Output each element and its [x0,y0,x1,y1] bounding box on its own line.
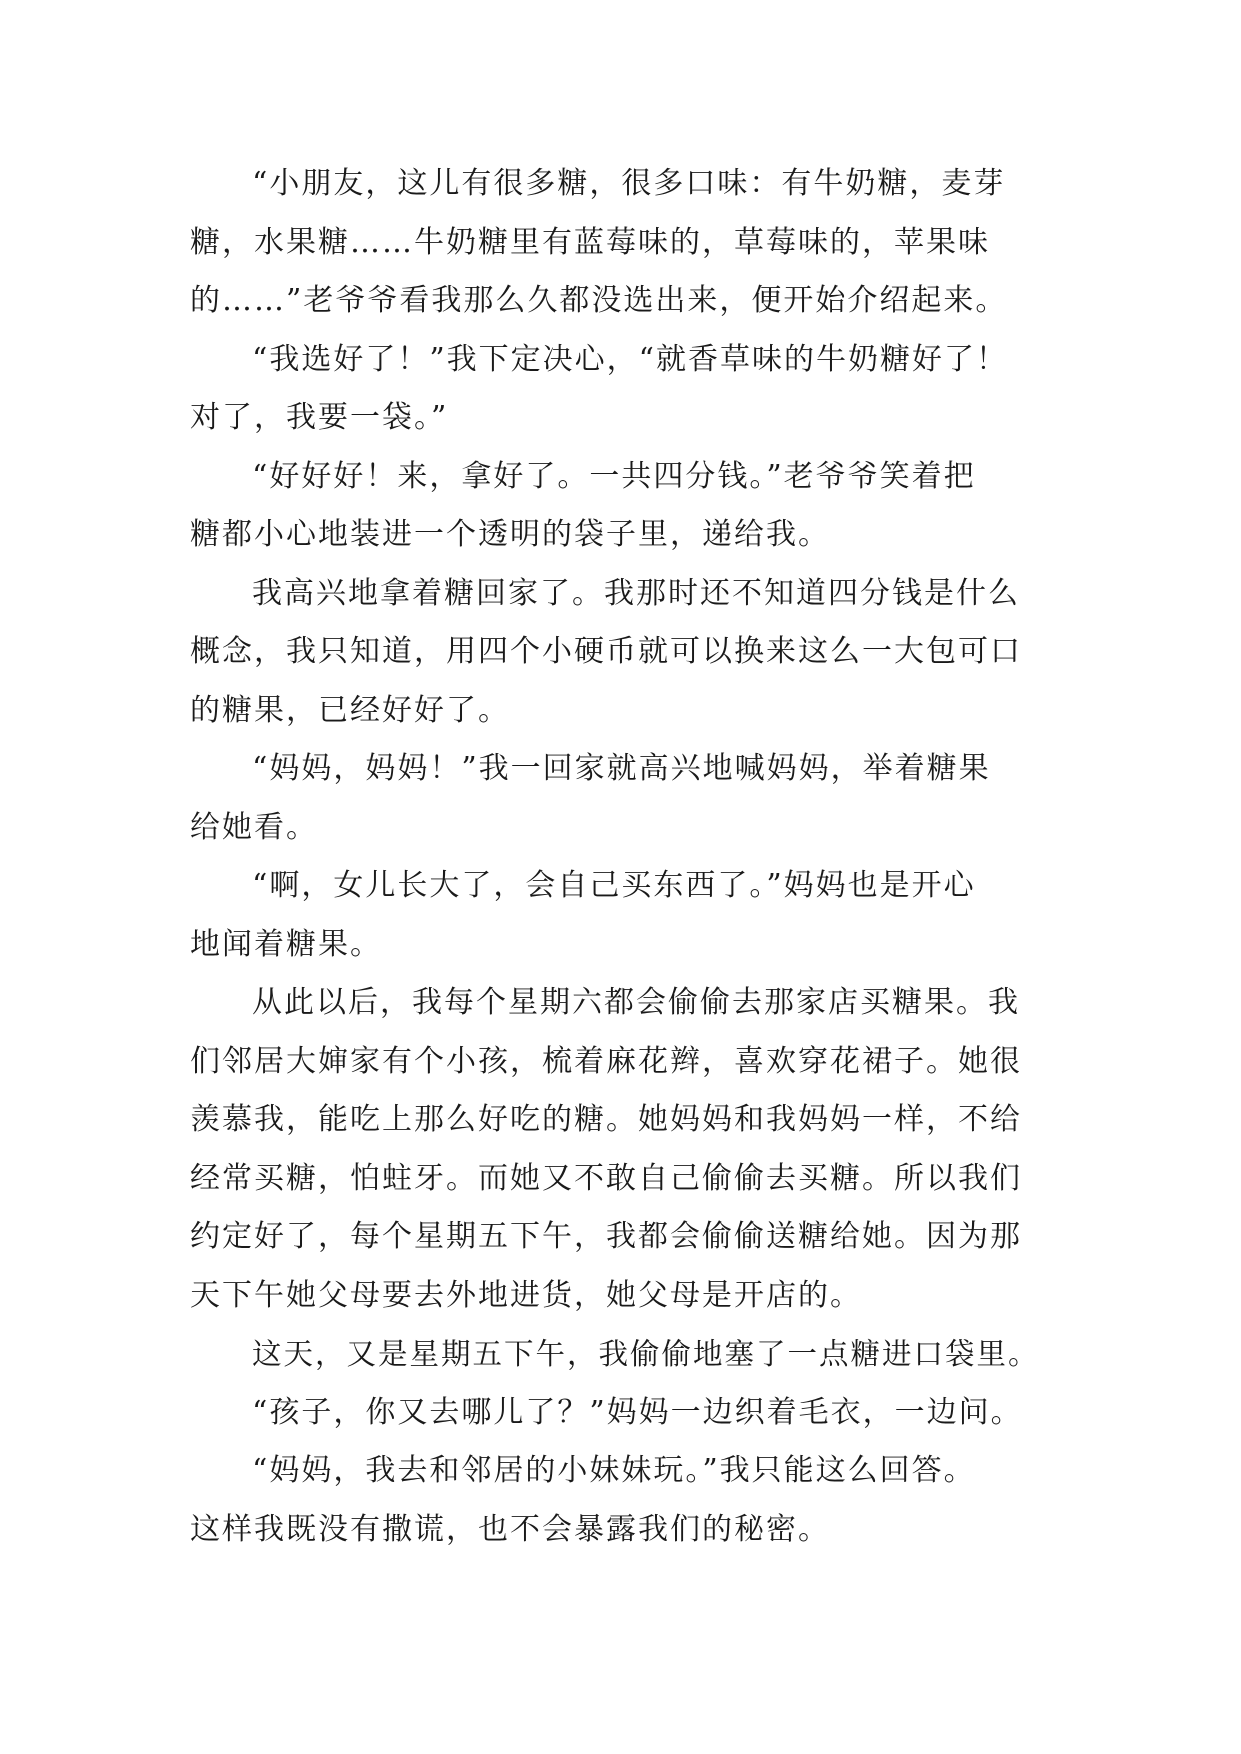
text-line: “妈妈，妈妈！”我一回家就高兴地喊妈妈，举着糖果 [252,751,991,786]
text-line: 们邻居大婶家有个小孩，梳着麻花辫，喜欢穿花裙子。她很 [190,1043,1022,1079]
document-body [190,155,1050,1559]
text-line: 从此以后，我每个星期六都会偷偷去那家店买糖果。我 [252,985,1020,1020]
text-line: 天下午她父母要去外地进货，她父母是开店的。 [190,1277,862,1313]
text-line: 的糖果，已经好好了。 [190,692,510,728]
text-line: 对了，我要一袋。” [190,400,449,435]
text-line: 的……”老爷爷看我那么久都没选出来，便开始介绍起来。 [190,283,1008,318]
text-line: 地闻着糖果。 [190,926,382,962]
text-line: 糖都小心地装进一个透明的袋子里，递给我。 [190,517,830,552]
text-line: 给她看。 [190,809,318,845]
text-line: 这天，又是星期五下午，我偷偷地塞了一点糖进口袋里。 [252,1337,1040,1371]
text-line: “啊，女儿长大了，会自己买东西了。”妈妈也是开心 [252,868,976,903]
text-line: “小朋友，这儿有很多糖，很多口味：有牛奶糖，麦芽 [252,166,1006,201]
text-line: 我高兴地拿着糖回家了。我那时还不知道四分钱是什么 [252,575,1020,611]
text-line: 羡慕我，能吃上那么好吃的糖。她妈妈和我妈妈一样，不给 [190,1102,1022,1137]
text-line: 约定好了，每个星期五下午，我都会偷偷送糖给她。因为那 [190,1219,1022,1254]
text-line: 经常买糖，怕蛀牙。而她又不敢自己偷偷去买糖。所以我们 [190,1160,1022,1196]
text-line: 糖，水果糖……牛奶糖里有蓝莓味的，草莓味的，苹果味 [190,224,990,260]
text-line: “妈妈，我去和邻居的小妹妹玩。”我只能这么回答。 [252,1453,976,1488]
text-line: “孩子，你又去哪儿了？”妈妈一边织着毛衣，一边问。 [252,1394,1023,1430]
text-line: 概念，我只知道，用四个小硬币就可以换来这么一大包可口 [190,634,1022,669]
text-line: “我选好了！”我下定决心，“就香草味的牛奶糖好了！ [252,341,1009,377]
text-line: “好好好！来，拿好了。一共四分钱。”老爷爷笑着把 [252,458,976,494]
text-line: 这样我既没有撒谎，也不会暴露我们的秘密。 [190,1511,830,1547]
